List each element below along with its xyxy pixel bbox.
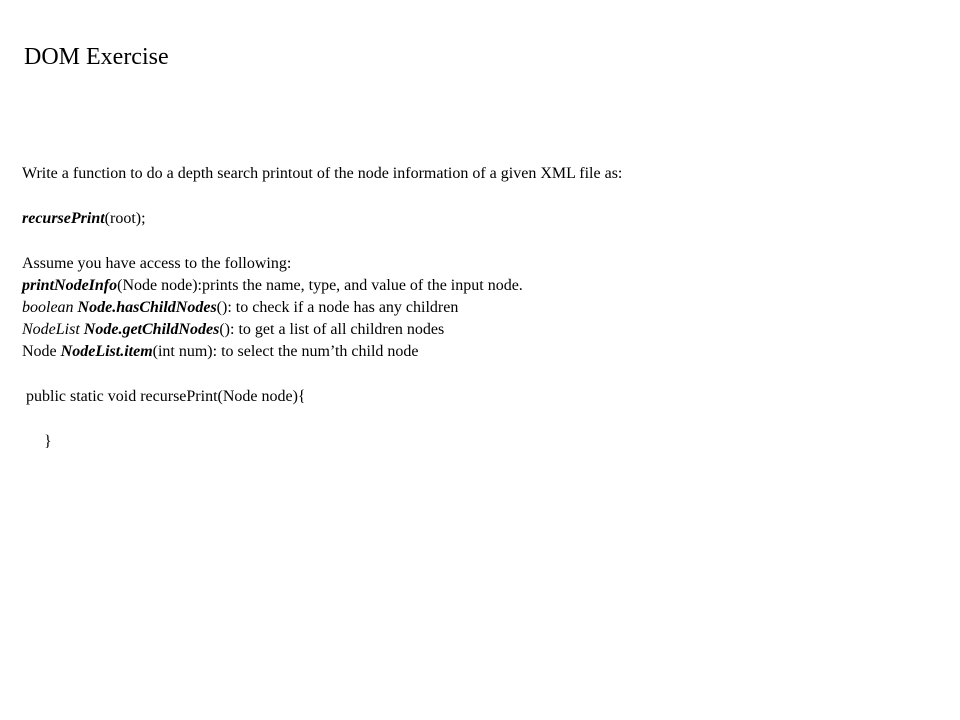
- call-args: (root);: [104, 210, 146, 227]
- api-return-type: NodeList: [22, 321, 80, 338]
- intro-text: Write a function to do a depth search printout of the node information of a given XML file as:: [22, 165, 623, 182]
- slide-title: DOM Exercise: [24, 44, 169, 70]
- api-return-type: boolean: [22, 299, 74, 316]
- assume-text: Assume you have access to the following:: [22, 255, 292, 272]
- api-description: (): to check if a node has any children: [216, 299, 459, 316]
- api-function-name: NodeList.item: [60, 343, 153, 360]
- api-description: (int num): to select the num’th child node: [152, 343, 419, 360]
- api-function-name: Node.getChildNodes: [83, 321, 220, 338]
- api-has-child-nodes: [22, 298, 458, 318]
- call-function-name: recursePrint: [22, 210, 105, 227]
- api-description: (): to get a list of all children nodes: [219, 321, 445, 338]
- api-print-node-info: [22, 276, 523, 296]
- code-signature: public static void recursePrint(Node node){: [26, 388, 306, 405]
- api-description: (Node node):prints the name, type, and value of the input node.: [117, 277, 523, 294]
- call-example: [22, 209, 146, 229]
- api-function-name: Node.hasChildNodes: [77, 299, 217, 316]
- api-item: [22, 342, 419, 362]
- api-return-type: Node: [22, 343, 61, 360]
- api-function-name: printNodeInfo: [22, 277, 118, 294]
- code-closing-brace: }: [44, 433, 52, 450]
- api-get-child-nodes: [22, 320, 444, 340]
